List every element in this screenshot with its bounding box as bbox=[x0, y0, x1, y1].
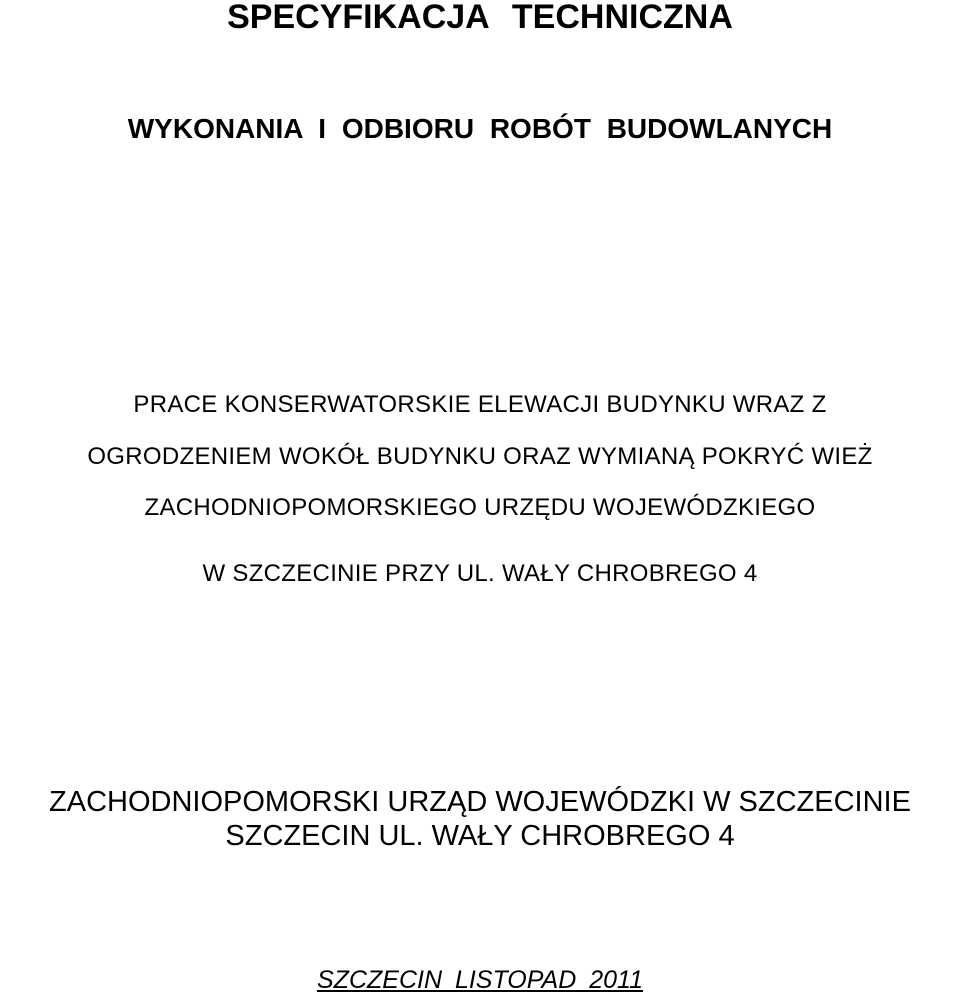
description-line-1: PRACE KONSERWATORSKIE ELEWACJI BUDYNKU WRAZ Z bbox=[133, 391, 827, 418]
document-title: SPECYFIKACJA TECHNICZNA bbox=[227, 0, 733, 36]
place-and-date: SZCZECIN LISTOPAD 2011 bbox=[317, 966, 643, 994]
description-line-3: ZACHODNIOPOMORSKIEGO URZĘDU WOJEWÓDZKIEGO bbox=[144, 494, 816, 521]
owner-line-2: SZCZECIN UL. WAŁY CHROBREGO 4 bbox=[225, 820, 735, 852]
description-line-4: W SZCZECINIE PRZY UL. WAŁY CHROBREGO 4 bbox=[202, 560, 758, 587]
description-line-2: OGRODZENIEM WOKÓŁ BUDYNKU ORAZ WYMIANĄ POKRYĆ WIEŻ bbox=[87, 443, 873, 470]
document-subtitle: WYKONANIA I ODBIORU ROBÓT BUDOWLANYCH bbox=[127, 113, 833, 144]
owner-line-1: ZACHODNIOPOMORSKI URZĄD WOJEWÓDZKI W SZCZECINIE bbox=[49, 786, 911, 818]
